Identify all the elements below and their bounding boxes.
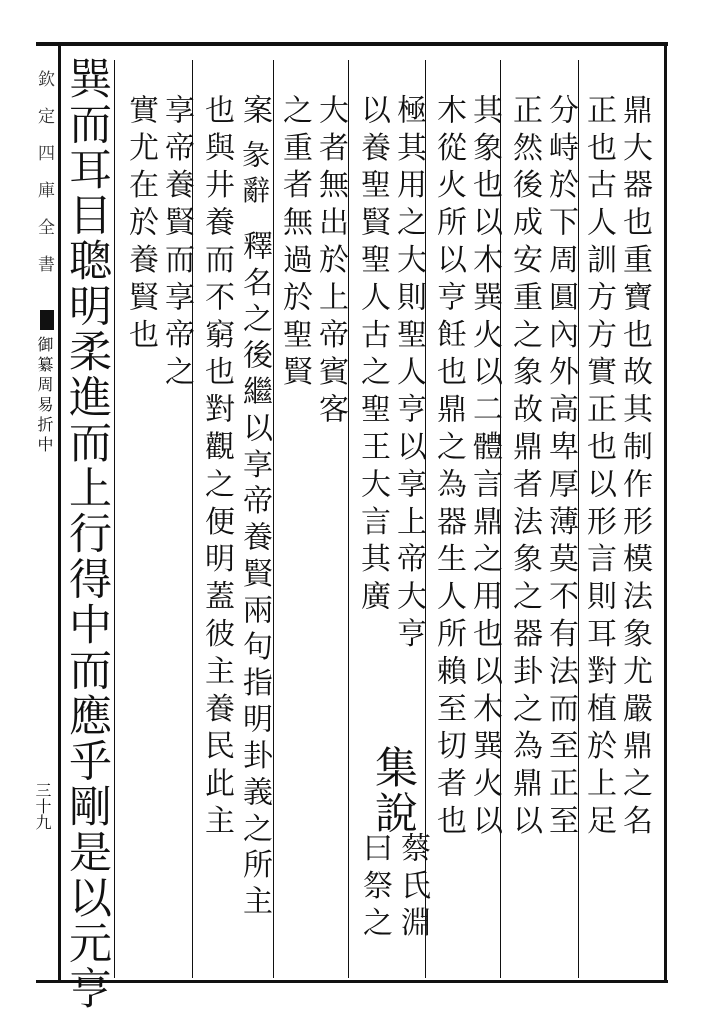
column-rule (348, 60, 349, 978)
an-label: 案 (237, 94, 272, 132)
column-rule (114, 60, 115, 978)
text-column-8: 以養聖賢聖人古之聖王大言其廣 (355, 94, 390, 618)
text-column-5: 其象也以木巽火以二體言鼎之用也以木巽火以 (467, 94, 502, 842)
text-column-8-tail: 曰祭之 (357, 832, 392, 945)
text-column-1: 鼎大器也重寶也故其制作形模法象尤嚴鼎之名 (617, 94, 652, 842)
text-column-3: 分峙於下周圓內外高卑厚薄莫不有法而至正至 (543, 94, 578, 842)
main-text-column: 巽而耳目聰明柔進而上行得中而應乎剛是以元亨 (62, 56, 112, 1012)
page-number: 三十九 (33, 782, 52, 830)
bottom-border (36, 980, 668, 983)
text-column-11: 釋名之後繼以享帝養賢兩句指明卦義之所主 (237, 230, 272, 922)
text-column-6: 木從火所以亨飪也鼎之為器生人所賴至切者也 (431, 94, 466, 842)
cai-shi-yuan: 蔡氏淵 (395, 832, 430, 945)
top-border (36, 42, 668, 46)
text-column-10: 之重者無過於聖賢 (277, 94, 312, 394)
book-title: 御纂周易折中 (35, 336, 54, 456)
tuanci-label: 彖辭 (238, 140, 271, 211)
text-column-9: 大者無出於上帝賓客 (313, 94, 348, 431)
text-column-14: 實尤在於養賢也 (123, 94, 158, 356)
left-margin-rule (58, 42, 61, 983)
text-column-12: 也與井養而不窮也對觀之便明蓋彼主養民此主 (199, 94, 234, 842)
jishuo-heading: 集說 (368, 745, 418, 836)
column-rule (273, 60, 274, 978)
fishtail-marker (40, 310, 54, 330)
right-border (664, 42, 667, 983)
text-column-4: 正然後成安重之象故鼎者法象之器卦之為鼎以 (507, 94, 542, 842)
text-column-13: 享帝養賢而享帝之 (159, 94, 194, 394)
text-column-7: 極其用之大則聖人亨以享上帝大亨 (391, 94, 426, 655)
column-rule (578, 60, 579, 978)
top-margin-label: 欽定四庫全書 (34, 70, 54, 292)
text-column-2: 正也古人訓方方實正也以形言則耳對植於上足 (581, 94, 616, 842)
